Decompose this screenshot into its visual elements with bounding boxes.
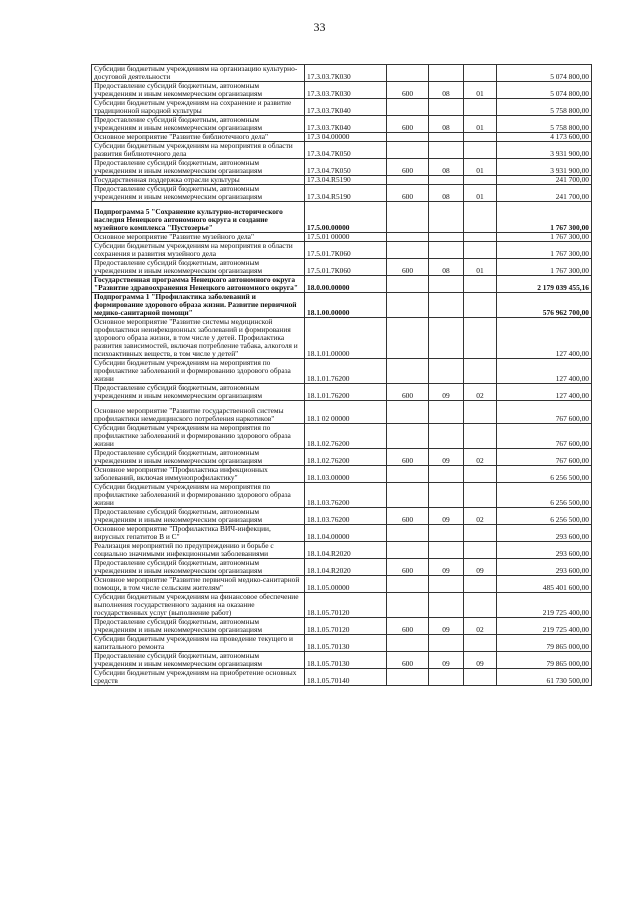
budget-table [91,64,592,686]
table-row [92,669,592,686]
row-code-cell: 18.1.05.70120 [305,618,387,635]
row-name-cell: Предоставление субсидий бюджетным, автономным учреждениям и иным некоммерческим организациям [92,82,305,99]
row-section-cell: 08 [429,82,464,99]
row-section-cell [429,635,464,652]
table-row [92,424,592,449]
row-code-cell: 18.1.05.70130 [305,635,387,652]
row-name-cell: Основное мероприятие "Развитие музейного дела" [92,233,305,242]
row-section-cell [429,593,464,618]
row-code-cell: 17.5.01.7К060 [305,259,387,276]
row-code-cell: 17.3.04.7К050 [305,142,387,159]
row-amount-cell: 219 725 400,00 [497,618,592,635]
row-amount-cell: 293 600,00 [497,525,592,542]
row-name-cell: Подпрограмма 1 "Профилактика заболеваний и формирование здорового образа жизни. Развитие первичной медико-санитарной помощи" [92,293,305,318]
row-amount-cell: 5 074 800,00 [497,65,592,82]
table-row [92,449,592,466]
row-section-cell [429,318,464,359]
row-section-cell [429,466,464,483]
row-amount-cell: 79 865 000,00 [497,635,592,652]
row-code-cell: 17.5.00.00000 [305,202,387,233]
row-subsection-cell [464,359,497,384]
table-row [92,242,592,259]
row-expense-type-cell [387,401,429,424]
row-code-cell: 18.1.04.R2020 [305,559,387,576]
row-name-cell: Государственная поддержка отрасли культуры [92,176,305,185]
row-code-cell: 18.1.02.76200 [305,424,387,449]
row-amount-cell: 5 758 800,00 [497,99,592,116]
row-amount-cell: 79 865 000,00 [497,652,592,669]
row-subsection-cell: 02 [464,508,497,525]
row-section-cell [429,542,464,559]
budget-table-body [92,65,592,686]
row-name-cell: Субсидии бюджетным учреждениям на организацию культурно-досуговой деятельности [92,65,305,82]
row-expense-type-cell [387,99,429,116]
row-code-cell: 17.3 04.00000 [305,133,387,142]
row-code-cell: 18.1.04.00000 [305,525,387,542]
row-name-cell: Основное мероприятие "Развитие библиотечного дела" [92,133,305,142]
row-amount-cell: 293 600,00 [497,559,592,576]
row-subsection-cell: 01 [464,82,497,99]
row-expense-type-cell: 600 [387,82,429,99]
row-section-cell [429,576,464,593]
row-subsection-cell [464,424,497,449]
row-subsection-cell [464,142,497,159]
row-section-cell: 09 [429,618,464,635]
row-expense-type-cell [387,293,429,318]
row-code-cell: 18.0.00.00000 [305,276,387,293]
row-name-cell: Субсидии бюджетным учреждениям на мероприятия по профилактике заболеваний и формированию здорового образа жизни [92,359,305,384]
row-code-cell: 17.5.01.7К060 [305,242,387,259]
row-amount-cell: 293 600,00 [497,542,592,559]
row-name-cell: Субсидии бюджетным учреждениям на мероприятия в области развития библиотечного дела [92,142,305,159]
row-name-cell: Предоставление субсидий бюджетным, автономным учреждениям и иным некоммерческим организациям [92,185,305,202]
row-section-cell: 08 [429,116,464,133]
row-amount-cell: 485 401 600,00 [497,576,592,593]
table-row [92,276,592,293]
row-expense-type-cell: 600 [387,559,429,576]
row-section-cell: 08 [429,159,464,176]
row-name-cell: Основное мероприятие "Профилактика инфекционных заболеваний, включая иммунопрофилактику" [92,466,305,483]
row-expense-type-cell [387,466,429,483]
row-amount-cell: 4 173 600,00 [497,133,592,142]
row-subsection-cell: 02 [464,618,497,635]
row-expense-type-cell: 600 [387,185,429,202]
row-subsection-cell [464,276,497,293]
row-subsection-cell [464,293,497,318]
table-row [92,176,592,185]
row-code-cell: 18.1.05.70120 [305,593,387,618]
table-row [92,185,592,202]
row-name-cell: Субсидии бюджетным учреждениям на финансовое обеспечение выполнения государственного задания на оказание государственных услуг (выполнение работ) [92,593,305,618]
row-expense-type-cell [387,424,429,449]
row-name-cell: Субсидии бюджетным учреждениям на сохранение и развитие традиционной народной культуры [92,99,305,116]
row-subsection-cell [464,133,497,142]
row-expense-type-cell [387,669,429,686]
row-name-cell: Предоставление субсидий бюджетным, автономным учреждениям и иным некоммерческим организациям [92,618,305,635]
row-expense-type-cell [387,65,429,82]
table-row [92,384,592,401]
row-name-cell: Предоставление субсидий бюджетным, автономным учреждениям и иным некоммерческим организациям [92,652,305,669]
row-section-cell [429,176,464,185]
row-code-cell: 18.1.03.00000 [305,466,387,483]
table-row [92,293,592,318]
row-subsection-cell [464,669,497,686]
row-code-cell: 18.1.05.70140 [305,669,387,686]
row-name-cell: Субсидии бюджетным учреждениям на приобретение основных средств [92,669,305,686]
row-amount-cell: 127 400,00 [497,359,592,384]
row-code-cell: 18.1.03.76200 [305,508,387,525]
row-amount-cell: 767 600,00 [497,449,592,466]
row-subsection-cell [464,542,497,559]
table-row [92,318,592,359]
table-row [92,142,592,159]
row-subsection-cell [464,525,497,542]
table-row [92,82,592,99]
row-expense-type-cell [387,202,429,233]
row-subsection-cell [464,202,497,233]
row-section-cell [429,424,464,449]
row-amount-cell: 6 256 500,00 [497,483,592,508]
row-subsection-cell [464,401,497,424]
row-section-cell [429,142,464,159]
row-subsection-cell: 01 [464,116,497,133]
table-row [92,466,592,483]
table-row [92,576,592,593]
row-expense-type-cell: 600 [387,384,429,401]
row-subsection-cell [464,99,497,116]
table-row [92,65,592,82]
row-code-cell: 17.3.04.R5190 [305,176,387,185]
row-expense-type-cell: 600 [387,259,429,276]
row-name-cell: Субсидии бюджетным учреждениям на проведение текущего и капитального ремонта [92,635,305,652]
table-row [92,259,592,276]
row-amount-cell: 61 730 500,00 [497,669,592,686]
row-subsection-cell [464,593,497,618]
row-name-cell: Субсидии бюджетным учреждениям на мероприятия по профилактике заболеваний и формированию здорового образа жизни [92,424,305,449]
row-code-cell: 18.1.01.00000 [305,318,387,359]
row-subsection-cell: 01 [464,259,497,276]
row-expense-type-cell [387,133,429,142]
row-expense-type-cell: 600 [387,159,429,176]
row-expense-type-cell [387,359,429,384]
row-name-cell: Основное мероприятие "Развитие государственной системы профилактики немедицинского потребления наркотиков" [92,401,305,424]
row-code-cell: 18.1.05.00000 [305,576,387,593]
row-expense-type-cell: 600 [387,449,429,466]
row-section-cell [429,202,464,233]
row-amount-cell: 576 962 700,00 [497,293,592,318]
row-amount-cell: 3 931 900,00 [497,142,592,159]
table-row [92,401,592,424]
table-row [92,483,592,508]
row-code-cell: 18.1.02.76200 [305,449,387,466]
row-section-cell: 09 [429,384,464,401]
row-amount-cell: 1 767 300,00 [497,259,592,276]
row-amount-cell: 5 758 800,00 [497,116,592,133]
table-row [92,159,592,176]
row-name-cell: Государственная программа Ненецкого автономного округа "Развитие здравоохранения Ненецкого автономного округа" [92,276,305,293]
row-code-cell: 18.1.04.R2020 [305,542,387,559]
row-section-cell [429,525,464,542]
row-amount-cell: 241 700,00 [497,176,592,185]
row-section-cell: 09 [429,508,464,525]
row-expense-type-cell [387,276,429,293]
row-code-cell: 17.3.03.7К040 [305,99,387,116]
row-section-cell: 09 [429,652,464,669]
row-amount-cell: 219 725 400,00 [497,593,592,618]
row-amount-cell: 127 400,00 [497,384,592,401]
row-section-cell [429,359,464,384]
row-name-cell: Предоставление субсидий бюджетным, автономным учреждениям и иным некоммерческим организациям [92,508,305,525]
row-amount-cell: 767 600,00 [497,424,592,449]
row-expense-type-cell [387,525,429,542]
table-row [92,635,592,652]
table-row [92,542,592,559]
row-subsection-cell [464,576,497,593]
row-subsection-cell [464,233,497,242]
row-code-cell: 17.5.01 00000 [305,233,387,242]
row-subsection-cell [464,176,497,185]
row-code-cell: 18.1.01.76200 [305,359,387,384]
row-code-cell: 18.1.03.76200 [305,483,387,508]
table-row [92,133,592,142]
row-amount-cell: 1 767 300,00 [497,233,592,242]
row-name-cell: Предоставление субсидий бюджетным, автономным учреждениям и иным некоммерческим организациям [92,559,305,576]
table-row [92,359,592,384]
row-name-cell: Предоставление субсидий бюджетным, автономным учреждениям и иным некоммерческим организациям [92,116,305,133]
row-expense-type-cell: 600 [387,508,429,525]
table-row [92,508,592,525]
row-amount-cell: 241 700,00 [497,185,592,202]
row-subsection-cell [464,466,497,483]
table-row [92,559,592,576]
row-section-cell [429,233,464,242]
row-amount-cell: 6 256 500,00 [497,466,592,483]
row-expense-type-cell [387,233,429,242]
row-name-cell: Предоставление субсидий бюджетным, автономным учреждениям и иным некоммерческим организациям [92,159,305,176]
row-name-cell: Основное мероприятие "Профилактика ВИЧ-инфекции, вирусных гепатитов В и С" [92,525,305,542]
row-expense-type-cell [387,576,429,593]
row-amount-cell: 2 179 039 455,16 [497,276,592,293]
table-row [92,233,592,242]
row-amount-cell: 6 256 500,00 [497,508,592,525]
table-row [92,99,592,116]
row-expense-type-cell [387,142,429,159]
row-expense-type-cell: 600 [387,652,429,669]
row-name-cell: Реализация мероприятий по предупреждению и борьбе с социально значимыми инфекционными заболеваниями [92,542,305,559]
row-expense-type-cell [387,635,429,652]
row-section-cell [429,65,464,82]
row-name-cell: Предоставление субсидий бюджетным, автономным учреждениям и иным некоммерческим организациям [92,384,305,401]
row-subsection-cell: 02 [464,449,497,466]
row-code-cell: 18.1.00.00000 [305,293,387,318]
row-subsection-cell [464,242,497,259]
row-section-cell: 08 [429,259,464,276]
row-section-cell [429,669,464,686]
row-code-cell: 17.3.03.7К030 [305,82,387,99]
row-code-cell: 18.1 02 00000 [305,401,387,424]
row-code-cell: 18.1.05.70130 [305,652,387,669]
row-section-cell [429,276,464,293]
table-row [92,202,592,233]
row-expense-type-cell: 600 [387,618,429,635]
row-expense-type-cell: 600 [387,116,429,133]
row-subsection-cell [464,65,497,82]
row-subsection-cell [464,483,497,508]
row-name-cell: Предоставление субсидий бюджетным, автономным учреждениям и иным некоммерческим организациям [92,449,305,466]
row-code-cell: 17.3.03.7К040 [305,116,387,133]
row-code-cell: 17.3.03.7К030 [305,65,387,82]
row-name-cell: Субсидии бюджетным учреждениям на мероприятия в области сохранения и развития музейного дела [92,242,305,259]
row-subsection-cell [464,635,497,652]
row-amount-cell: 127 400,00 [497,318,592,359]
row-subsection-cell: 09 [464,559,497,576]
row-amount-cell: 1 767 300,00 [497,242,592,259]
row-expense-type-cell [387,542,429,559]
row-section-cell [429,242,464,259]
row-section-cell [429,133,464,142]
row-name-cell: Подпрограмма 5 "Сохранение культурно-исторического наследия Ненецкого автономного округа и создание музейного комплекса "Пустозерье" [92,202,305,233]
row-code-cell: 18.1.01.76200 [305,384,387,401]
row-expense-type-cell [387,242,429,259]
row-expense-type-cell [387,176,429,185]
row-code-cell: 17.3.04.7К050 [305,159,387,176]
row-amount-cell: 3 931 900,00 [497,159,592,176]
row-subsection-cell: 09 [464,652,497,669]
row-subsection-cell [464,318,497,359]
table-row [92,525,592,542]
row-section-cell [429,293,464,318]
row-section-cell [429,99,464,116]
row-subsection-cell: 01 [464,159,497,176]
row-name-cell: Основное мероприятие "Развитие первичной медико-санитарной помощи, в том числе сельским жителям" [92,576,305,593]
row-section-cell: 09 [429,449,464,466]
row-amount-cell: 1 767 300,00 [497,202,592,233]
row-name-cell: Субсидии бюджетным учреждениям на мероприятия по профилактике заболеваний и формированию здорового образа жизни [92,483,305,508]
row-section-cell [429,401,464,424]
row-section-cell: 09 [429,559,464,576]
table-row [92,116,592,133]
row-expense-type-cell [387,318,429,359]
page-number: 33 [313,20,326,34]
table-row [92,593,592,618]
row-expense-type-cell [387,593,429,618]
row-section-cell [429,483,464,508]
row-amount-cell: 767 600,00 [497,401,592,424]
row-subsection-cell: 01 [464,185,497,202]
row-name-cell: Основное мероприятие "Развитие системы медицинской профилактики неинфекционных заболеваний и формирования здорового образа жизни, в том числе у детей. Профилактика развития зависимостей, включая потребление табака, алкоголя и психоактивных веществ, в том числе у детей" [92,318,305,359]
row-subsection-cell: 02 [464,384,497,401]
table-row [92,652,592,669]
table-row [92,618,592,635]
row-name-cell: Предоставление субсидий бюджетным, автономным учреждениям и иным некоммерческим организациям [92,259,305,276]
row-section-cell: 08 [429,185,464,202]
row-code-cell: 17.3.04.R5190 [305,185,387,202]
row-expense-type-cell [387,483,429,508]
row-amount-cell: 5 074 800,00 [497,82,592,99]
